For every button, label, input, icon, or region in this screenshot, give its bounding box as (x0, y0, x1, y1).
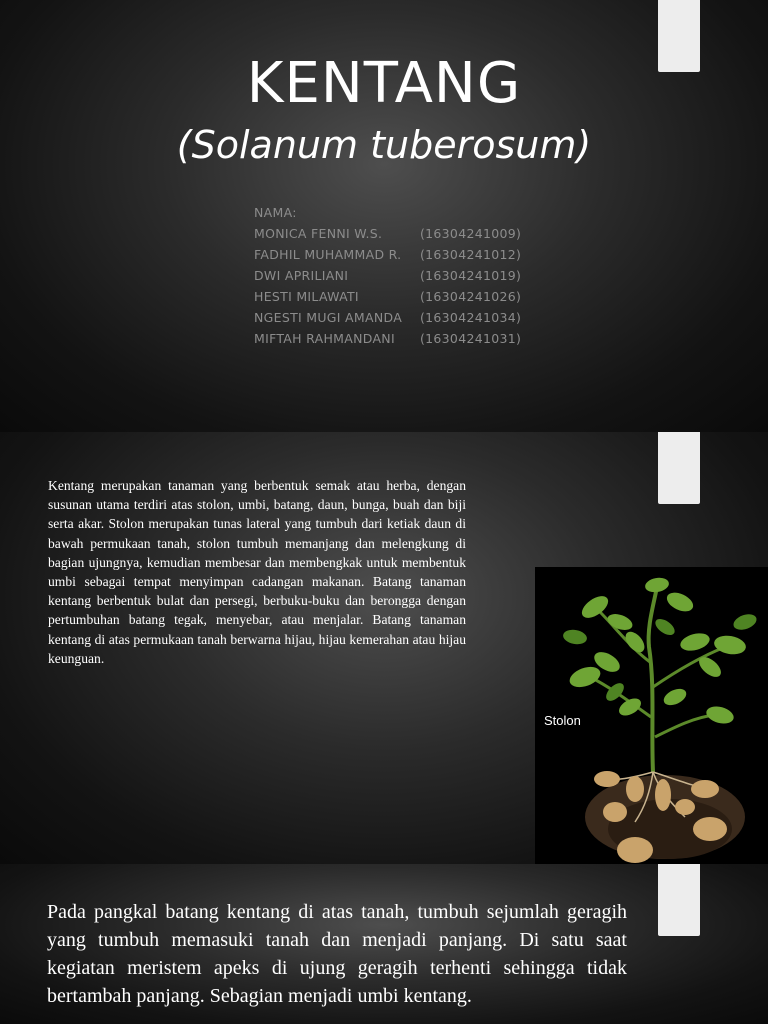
member-name: FADHIL MUHAMMAD R. (254, 247, 402, 262)
member-nim: (16304241034) (420, 310, 522, 325)
slide-tab (658, 864, 700, 936)
member-row (254, 244, 554, 265)
member-list (254, 202, 554, 349)
member-name: HESTI MILAWATI (254, 289, 359, 304)
member-row (254, 286, 554, 307)
member-nim: (16304241026) (420, 289, 522, 304)
slide-tab (658, 432, 700, 504)
stolon-slide (0, 864, 768, 1024)
member-row (254, 265, 554, 286)
potato-plant-image (535, 567, 768, 864)
member-name: MIFTAH RAHMANDANI (254, 331, 395, 346)
stolon-paragraph: Pada pangkal batang kentang di atas tanah, tumbuh sejumlah geragih yang tumbuh memasuki tanah dan menjadi panjang. Di satu saat kegiatan meristem apeks di ujung geragih terhenti sehingga tidak bertambah panjang. Sebagian menjadi umbi kentang. (47, 901, 627, 1007)
slide-subtitle: (Solanum tuberosum) (176, 123, 592, 167)
member-row (254, 223, 554, 244)
member-row (254, 307, 554, 328)
title-slide (0, 0, 768, 432)
member-nim: (16304241012) (420, 247, 522, 262)
slide-title: KENTANG (246, 51, 522, 116)
member-name: MONICA FENNI W.S. (254, 226, 383, 241)
description-slide (0, 432, 768, 864)
description-paragraph: Kentang merupakan tanaman yang berbentuk semak atau herba, dengan susunan utama terdiri atas stolon, umbi, batang, daun, bunga, buah dan biji serta akar. Stolon merupakan tunas lateral yang tumbuh dari ketiak daun di bawah permukaan tanah, stolon tumbuh memanjang dan melengkung di bagian ujungnya, kemudian membesar dan membengkak untuk membentuk umbi sebagai tempat menyimpan cadangan makanan. Batang tanaman kentang berbentuk bulat dan persegi, berbuku-buku dan berongga dengan pertumbuhan batang tegak, menyebar, atau menjalar. Batang tanaman kentang di atas permukaan tanah berwarna hijau, hijau kemerahan atau hijau keunguan. (48, 478, 466, 666)
member-nim: (16304241019) (420, 268, 522, 283)
member-nim: (16304241009) (420, 226, 522, 241)
member-nim: (16304241031) (420, 331, 522, 346)
stolon-label: Stolon (544, 713, 581, 728)
member-list-heading: NAMA: (254, 205, 297, 220)
member-row (254, 328, 554, 349)
member-name: NGESTI MUGI AMANDA (254, 310, 403, 325)
member-name: DWI APRILIANI (254, 268, 349, 283)
